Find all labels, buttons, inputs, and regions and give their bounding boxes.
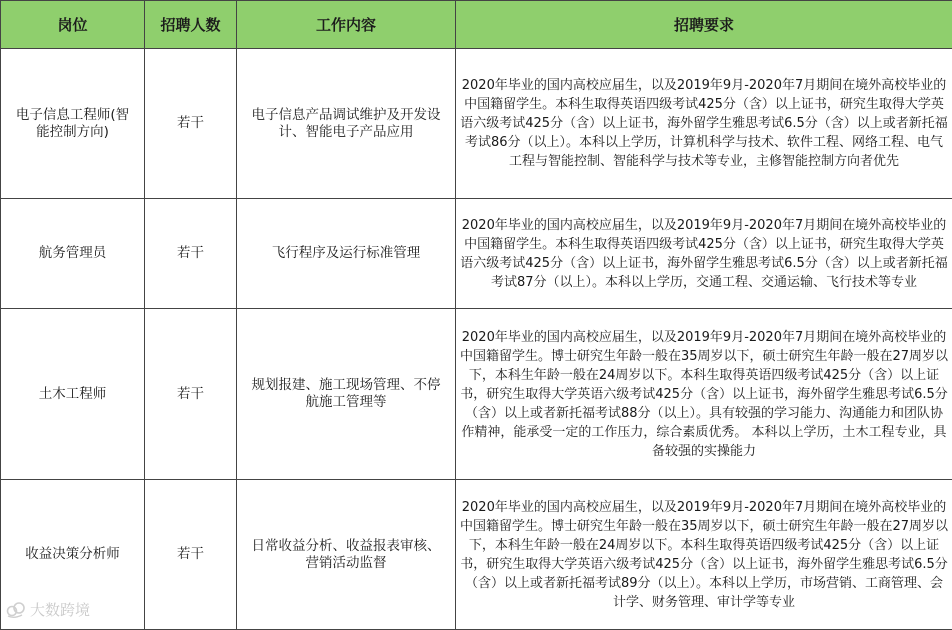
- content-cell: 电子信息产品调试维护及开发设计、智能电子产品应用: [237, 49, 456, 199]
- position-cell: 电子信息工程师(智能控制方向): [1, 49, 145, 199]
- count-cell: 若干: [145, 309, 237, 480]
- header-row: [1, 1, 952, 49]
- requirements-cell: 2020年毕业的国内高校应届生，以及2019年9月-2020年7月期间在境外高校毕业的中国籍留学生。本科生取得英语四级考试425分（含）以上证书，研究生取得大学英语六级考试425分（含）以上证书，海外留学生雅思考试6.5分（含）以上或者新托福考试86分（以上）。本科以上学历，计算机科学与技术、软件工程、网络工程、电气工程与智能控制、智能科学与技术等专业，主修智能控制方向者优先: [456, 49, 952, 199]
- content-cell: 日常收益分析、收益报表审核、营销活动监督: [237, 480, 456, 630]
- watermark-text: 大数跨境: [30, 599, 90, 620]
- header-position: 岗位: [1, 1, 145, 49]
- count-cell: 若干: [145, 199, 237, 309]
- table-row: [1, 309, 952, 480]
- watermark: [6, 599, 90, 620]
- requirements-cell: 2020年毕业的国内高校应届生，以及2019年9月-2020年7月期间在境外高校毕业的中国籍留学生。博士研究生年龄一般在35周岁以下，硕士研究生年龄一般在27周岁以下，本科生年龄一般在24周岁以下。本科生取得英语四级考试425分（含）以上证书，研究生取得大学英语六级考试425分（含）以上证书，海外留学生雅思考试6.5分（含）以上或者新托福考试89分（以上）。本科以上学历，市场营销、工商管理、会计学、财务管理、审计学等专业: [456, 480, 952, 630]
- count-cell: 若干: [145, 49, 237, 199]
- position-cell: 航务管理员: [1, 199, 145, 309]
- header-content: 工作内容: [237, 1, 456, 49]
- logo-icon: [6, 601, 28, 619]
- header-count: 招聘人数: [145, 1, 237, 49]
- requirements-cell: 2020年毕业的国内高校应届生，以及2019年9月-2020年7月期间在境外高校毕业的中国籍留学生。博士研究生年龄一般在35周岁以下，硕士研究生年龄一般在27周岁以下，本科生年龄一般在24周岁以下。本科生取得英语四级考试425分（含）以上证书，研究生取得大学英语六级考试425分（含）以上证书，海外留学生雅思考试6.5分（含）以上或者新托福考试88分（以上）。具有较强的学习能力、沟通能力和团队协作精神，能承受一定的工作压力，综合素质优秀。 本科以上学历，土木工程专业，具备较强的实操能力: [456, 309, 952, 480]
- position-cell: 收益决策分析师: [1, 480, 145, 630]
- table-row: [1, 199, 952, 309]
- count-cell: 若干: [145, 480, 237, 630]
- table-row: [1, 49, 952, 199]
- content-cell: 飞行程序及运行标准管理: [237, 199, 456, 309]
- content-cell: 规划报建、施工现场管理、不停航施工管理等: [237, 309, 456, 480]
- header-requirements: 招聘要求: [456, 1, 952, 49]
- position-cell: 土木工程师: [1, 309, 145, 480]
- table-row: [1, 480, 952, 630]
- requirements-cell: 2020年毕业的国内高校应届生，以及2019年9月-2020年7月期间在境外高校毕业的中国籍留学生。本科生取得英语四级考试425分（含）以上证书，研究生取得大学英语六级考试425分（含）以上证书，海外留学生雅思考试6.5分（含）以上或者新托福考试87分（以上）。本科以上学历，交通工程、交通运输、飞行技术等专业: [456, 199, 952, 309]
